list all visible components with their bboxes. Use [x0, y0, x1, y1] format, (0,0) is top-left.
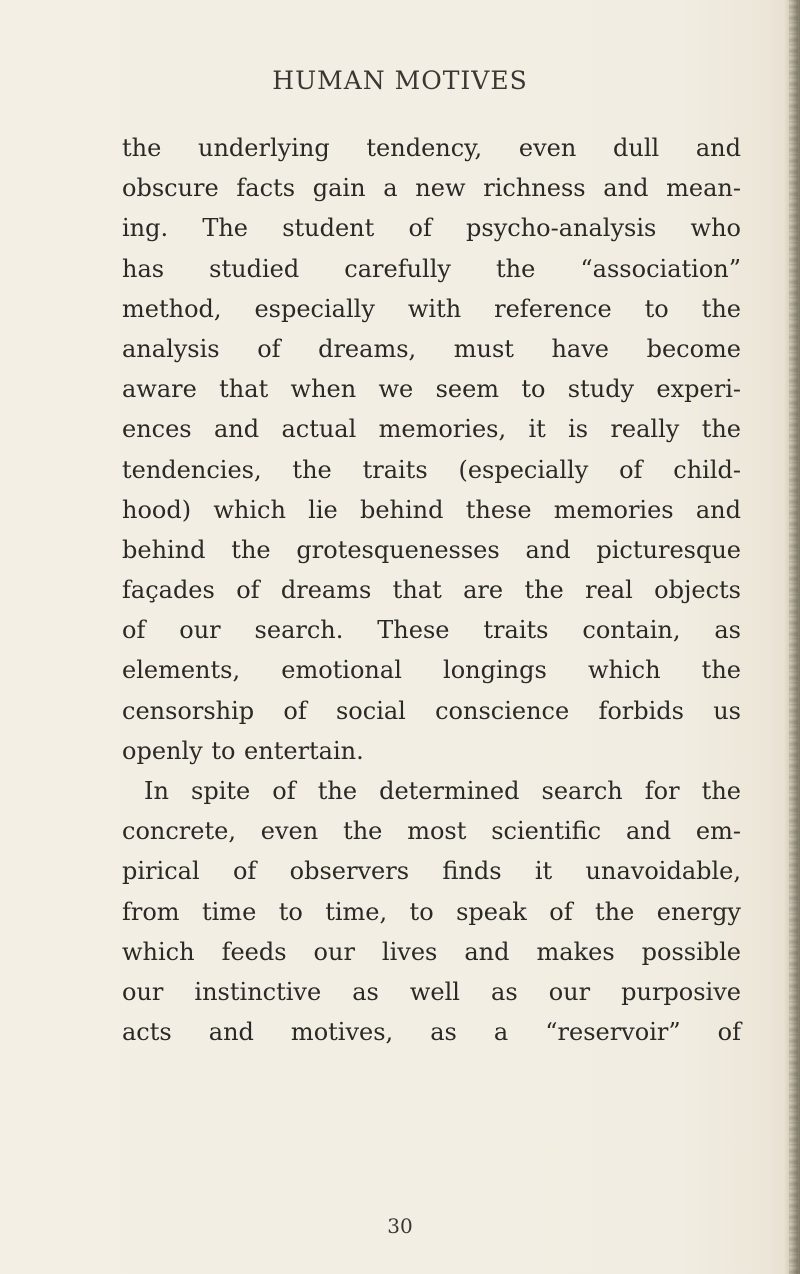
text-line: façades of dreams that are the real objects	[122, 576, 741, 605]
text-line: which feeds our lives and makes possible	[122, 937, 741, 966]
text-line: In spite of the determined search for the	[144, 777, 741, 805]
text-line: elements, emotional longings which the	[122, 656, 741, 685]
text-line: of our search. These traits contain, as	[122, 616, 741, 645]
text-line: concrete, even the most scientific and em-	[122, 817, 741, 846]
text-line: obscure facts gain a new richness and mean-	[122, 174, 741, 203]
text-line: ences and actual memories, it is really the	[122, 415, 741, 444]
text-line: the underlying tendency, even dull and	[122, 134, 741, 162]
text-line: behind the grotesquenesses and picturesque	[122, 535, 741, 564]
text-line: method, especially with reference to the	[122, 294, 741, 323]
text-line: ing. The student of psycho-analysis who	[122, 214, 741, 243]
text-line: our instinctive as well as our purposive	[122, 977, 741, 1006]
text-line: acts and motives, as a “reservoir” of	[122, 1018, 741, 1047]
text-line: analysis of dreams, must have become	[122, 334, 741, 363]
text-line: openly to entertain.	[122, 736, 364, 765]
text-line: from time to time, to speak of the energy	[122, 897, 741, 926]
text-line: pirical of observers finds it unavoidable,	[122, 857, 741, 886]
running-head: HUMAN MOTIVES	[272, 66, 528, 95]
text-line: censorship of social conscience forbids us	[122, 696, 741, 725]
text-line: aware that when we seem to study experi-	[122, 375, 741, 404]
page-edge-texture	[789, 0, 798, 1274]
text-line: has studied carefully the “association”	[122, 254, 741, 283]
page-number: 30	[387, 1214, 413, 1238]
body-text	[122, 128, 741, 1052]
text-line: tendencies, the traits (especially of child-	[122, 455, 741, 484]
text-line: hood) which lie behind these memories and	[122, 495, 741, 524]
